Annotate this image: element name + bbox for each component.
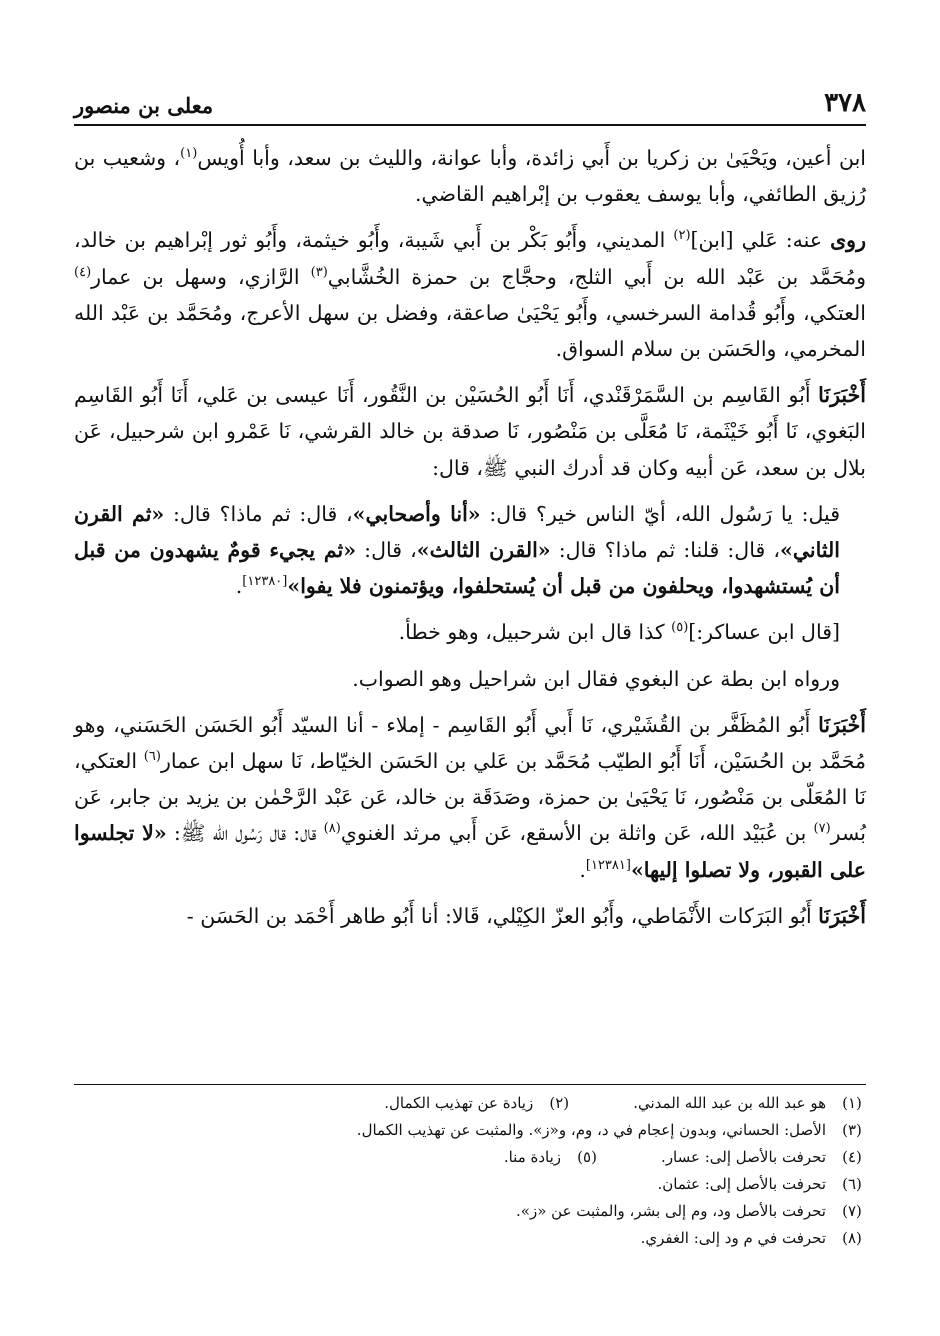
footnote-ref-3: (٣): [310, 264, 328, 280]
footnote-1: (١) هو عبد الله بن عبد الله المدني.: [633, 1094, 862, 1112]
paragraph-isnad-3: أَخْبَرَنَا أَبُو البَرَكات الأَنْمَاطي، وأَبُو العزّ الكِيْلي، قَالا: أنا أَبُو طاهر أَحْمَد بن الحَسَن -: [186, 903, 866, 928]
keyword-akhbarana: أَخْبَرَنَا: [818, 712, 866, 737]
footnote-ref-8: (٨): [323, 821, 341, 837]
paragraph-narrators-to: روى عنه: عَلي [ابن]$^{(٢)}$ المديني، وأَبُو بَكْر بن أَبي شَيبة، وأَبُو خيثمة، وأَبُو ثور إبْراهيم بن خالد، ومُحَمَّد بن عَبْد الله بن أَبي الثلج، وحجَّاج بن حمزة الخُشَّابي$^{(٣)}$ الرَّازي، وسهل بن عمار$^{(٤)}$ العتكي، وأَبُو قُدامة السرخسي، وأَبُو يَحْيَىٰ صاعقة، وفضل بن سهل الأعرج، ومُحَمَّد بن عَبْد الله المخرمي، والحَسَن بن سلام السواق.: [74, 228, 866, 362]
hadith-number: [١٢٣٨٠]: [242, 574, 288, 590]
footnote-ref-1: (١): [180, 146, 198, 162]
running-title: معلى بن منصور: [74, 93, 214, 118]
footnote-ref-7: (٧): [813, 821, 831, 837]
keyword-rawa: روى: [830, 228, 866, 253]
keyword-akhbarana: أَخْبَرَنَا: [818, 383, 866, 408]
page-header: [74, 78, 866, 126]
paragraph-isnad-2: أَخْبَرَنَا أَبُو المُظَفَّر بن القُشَيْري، نَا أَبي أَبُو القَاسِم - إملاء - أنا السيّد أَبُو الحَسَن الحَسَني، وهو مُحَمَّد بن الحُسَيْن، أَنَا أَبُو الطيّب مُحَمَّد بن عَلي بن الحَسَن الخيّاط، نَا سهل ابن عمار$^{(٦)}$ العتكي، نَا المُعَلّى بن مَنْصُور، نَا يَحْيَىٰ بن حمزة، وصَدَقَة بن خالد، عَن عَبْد الرَّحْمٰن بن يزيد بن جابر، عَن بُسر$^{(٧)}$ بن عُبَيْد الله، عَن واثلة بن الأسقع، عَن أَبي مرثد الغنوي$^{(٨)}$ قال: قال رَسُول الله ﷺ: «لا تجلسوا على القبور، ولا تصلوا إليها»[١٢٣٨١].: [74, 712, 866, 882]
paragraph-ibn-asakir-note: [قال ابن عساكر:]$^{(٥)}$ كذا قال ابن شرحبيل، وهو خطأ.: [398, 620, 840, 645]
footnote-4: (٤) تحرفت بالأصل إلى: عسار.: [661, 1148, 862, 1166]
footnote-6: (٦) تحرفت بالأصل إلى: عثمان.: [657, 1175, 862, 1193]
footnote-ref-4: (٤): [74, 264, 92, 280]
paragraph-ibn-batta-note: ورواه ابن بطة عن البغوي فقال ابن شراحيل وهو الصواب.: [352, 666, 840, 691]
paragraph-narrators-from: ابن أعين، ويَحْيَىٰ بن زكريا بن أَبي زائدة، وأبا عوانة، والليث بن سعد، وأبا أُويس$^{(١)}$، وشعيب بن رُزيق الطائفي، وأبا يوسف يعقوب بن إبْراهيم القاضي.: [74, 146, 866, 207]
footnote-ref-2: (٢): [673, 228, 691, 244]
footnote-5: (٥) زيادة منا.: [503, 1148, 597, 1166]
paragraph-hadith-1: قيل: يا رَسُول الله، أيّ الناس خير؟ قال: «أنا وأصحابي»، قال: ثم ماذا؟ قال: «ثم القرن الثاني»، قال: قلنا: ثم ماذا؟ قال: «القرن الثالث»، قال: «ثم يجيء قومٌ يشهدون من قبل أن يُستشهدوا، ويحلفون من قبل أن يُستحلفوا، ويؤتمنون فلا يفوا»[١٢٣٨٠].: [74, 501, 841, 599]
hadith-number: [١٢٣٨١]: [585, 857, 631, 873]
footnote-8: (٨) تحرفت في م ود إلى: الغفري.: [640, 1229, 862, 1247]
footnote-3: (٣) الأصل: الحساني، وبدون إعجام في د، وم، و«ز». والمثبت عن تهذيب الكمال.: [356, 1121, 862, 1139]
page-number: ٣٧٨: [824, 88, 866, 118]
footnote-2: (٢) زيادة عن تهذيب الكمال.: [384, 1094, 570, 1112]
footnote-ref-5: (٥): [671, 620, 689, 636]
footnote-7: (٧) تحرفت بالأصل ود، وم إلى بشر، والمثبت عن «ز».: [516, 1202, 862, 1220]
keyword-akhbarana: أَخْبَرَنَا: [818, 903, 866, 928]
footnote-divider: [74, 1084, 866, 1085]
paragraph-isnad-1: أَخْبَرَنَا أَبُو القَاسِم بن السَّمَرْقَنْدي، أَنَا أَبُو الحُسَيْن بن النَّقُور، أَنَا عيسى بن عَلي، أَنَا أَبُو القَاسِم البَغوي، نَا أَبُو خَيْثَمة، نَا مُعَلَّى بن مَنْصُور، نَا صدقة بن خالد القرشي، نَا عَمْرو ابن شرحبيل، عَن بلال بن سعد، عَن أبيه وكان قد أدرك النبي ﷺ، قال:: [74, 383, 866, 480]
main-text: [74, 140, 866, 944]
footnote-ref-6: (٦): [143, 749, 161, 765]
footnotes: [74, 1090, 866, 1252]
